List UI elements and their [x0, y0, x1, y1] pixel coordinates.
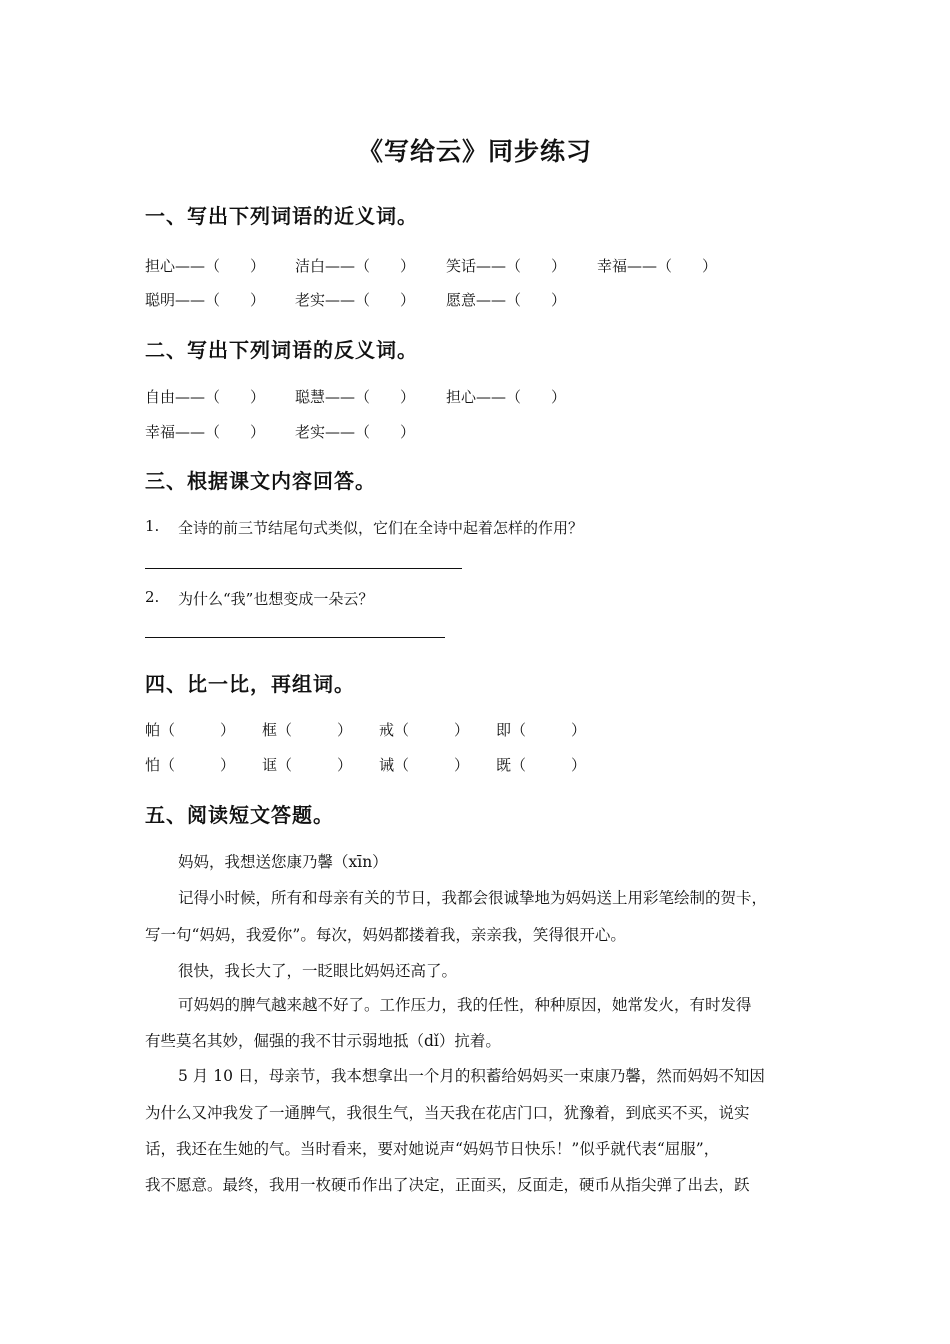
answer-line[interactable]	[145, 568, 462, 569]
passage-line: 有些莫名其妙，倔强的我不甘示弱地抵（dǐ）抗着。	[145, 1032, 501, 1050]
synonym-item: 聪明——（ ）	[145, 291, 266, 309]
section-heading-questions: 三、根据课文内容回答。	[145, 469, 376, 493]
compare-item: 诓（ ）	[262, 756, 353, 774]
synonym-item: 笑话——（ ）	[446, 257, 567, 275]
passage-line: 我不愿意。最终，我用一枚硬币作出了决定，正面买，反面走，硬币从指尖弹了出去，跃	[145, 1176, 750, 1194]
synonym-item: 老实——（ ）	[295, 291, 416, 309]
section-heading-synonyms: 一、写出下列词语的近义词。	[145, 204, 418, 228]
antonym-item: 担心——（ ）	[446, 388, 567, 406]
question-text: 全诗的前三节结尾句式类似，它们在全诗中起着怎样的作用？	[178, 519, 584, 537]
antonym-item: 幸福——（ ）	[145, 423, 266, 441]
passage-line: 写一句“妈妈，我爱你”。每次，妈妈都搂着我，亲亲我，笑得很开心。	[145, 926, 626, 944]
section-heading-reading: 五、阅读短文答题。	[145, 803, 334, 827]
passage-line: 5 月 10 日，母亲节，我本想拿出一个月的积蓄给妈妈买一束康乃馨，然而妈妈不知因	[178, 1067, 765, 1085]
synonym-item: 担心——（ ）	[145, 257, 266, 275]
question-number: 2.	[145, 588, 160, 606]
passage-title: 妈妈，我想送您康乃馨（xīn）	[178, 853, 388, 871]
question-text: 为什么“我”也想变成一朵云？	[178, 590, 374, 608]
section-heading-antonyms: 二、写出下列词语的反义词。	[145, 338, 418, 362]
passage-line: 记得小时候，所有和母亲有关的节日，我都会很诚挚地为妈妈送上用彩笔绘制的贺卡，	[178, 889, 768, 907]
compare-item: 即（ ）	[496, 721, 587, 739]
passage-line: 很快，我长大了，一眨眼比妈妈还高了。	[178, 962, 458, 980]
compare-item: 框（ ）	[262, 721, 353, 739]
synonym-item: 幸福——（ ）	[597, 257, 718, 275]
compare-item: 怕（ ）	[145, 756, 236, 774]
compare-item: 既（ ）	[496, 756, 587, 774]
compare-item: 诫（ ）	[379, 756, 470, 774]
synonym-item: 洁白——（ ）	[295, 257, 416, 275]
antonym-item: 老实——（ ）	[295, 423, 416, 441]
antonym-item: 自由——（ ）	[145, 388, 266, 406]
question-number: 1.	[145, 517, 160, 535]
section-heading-compare: 四、比一比，再组词。	[145, 672, 355, 696]
passage-line: 为什么又冲我发了一通脾气，我很生气，当天我在花店门口，犹豫着，到底买不买，说实	[145, 1104, 750, 1122]
answer-line[interactable]	[145, 637, 445, 638]
synonym-item: 愿意——（ ）	[446, 291, 567, 309]
compare-item: 戒（ ）	[379, 721, 470, 739]
compare-item: 帕（ ）	[145, 721, 236, 739]
antonym-item: 聪慧——（ ）	[295, 388, 416, 406]
passage-line: 话，我还在生她的气。当时看来，要对她说声“妈妈节日快乐！”似乎就代表“屈服”，	[145, 1140, 720, 1158]
page-title: 《写给云》同步练习	[357, 137, 592, 166]
passage-line: 可妈妈的脾气越来越不好了。工作压力，我的任性，种种原因，她常发火，有时发得	[178, 996, 752, 1014]
